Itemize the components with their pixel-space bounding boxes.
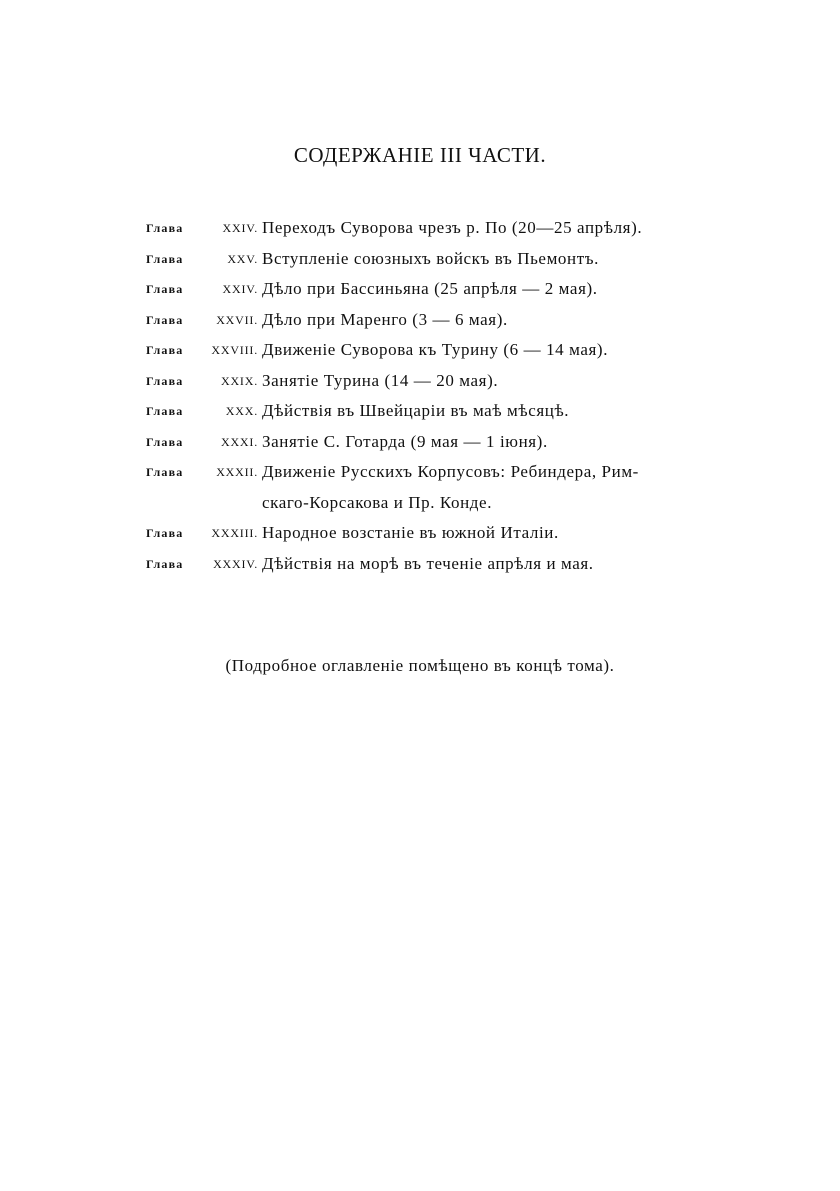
chapter-number: XXVII. xyxy=(216,312,258,327)
chapter-word: Глава xyxy=(146,556,184,571)
chapter-word: Глава xyxy=(146,404,184,418)
chapter-number: XXXII. xyxy=(216,465,258,479)
footnote: (Подробное оглавленіе помѣщено въ концѣ тома). xyxy=(225,656,615,675)
chapter-title: Занятіе С. Готарда (9 мая — 1 іюня). xyxy=(262,431,548,451)
chapter-number: XXVIII. xyxy=(211,343,258,357)
chapter-title: Занятіе Турина (14 — 20 мая). xyxy=(262,370,499,390)
chapter-number: XXIV. xyxy=(222,221,258,235)
table-of-contents xyxy=(146,213,766,579)
chapter-title: Дѣйствія на морѣ въ теченіе апрѣля и мая. xyxy=(262,553,594,573)
toc-entry xyxy=(146,213,766,244)
chapter-word: Глава xyxy=(146,282,184,296)
toc-entry xyxy=(146,335,766,366)
chapter-number: XXXIV. xyxy=(213,556,258,571)
chapter-title: Народное возстаніе въ южной Италіи. xyxy=(262,523,559,542)
toc-entry xyxy=(146,274,766,305)
chapter-number: XXV. xyxy=(227,251,258,266)
chapter-number: XXXI. xyxy=(221,434,258,449)
chapter-word: Глава xyxy=(146,343,184,357)
toc-entry xyxy=(146,244,766,275)
chapter-number: XXIX. xyxy=(221,373,258,388)
chapter-title: Движеніе Русскихъ Корпусовъ: Ребиндера, Рим- xyxy=(262,462,639,481)
chapter-word: Глава xyxy=(146,251,184,266)
toc-entry xyxy=(146,427,766,458)
chapter-word: Глава xyxy=(146,465,184,479)
chapter-title: Вступленіе союзныхъ войскъ въ Пьемонтъ. xyxy=(262,248,600,268)
page-title: СОДЕРЖАНІЕ III ЧАСТИ. xyxy=(293,143,547,167)
chapter-word: Глава xyxy=(146,221,184,235)
chapter-word: Глава xyxy=(146,312,184,327)
chapter-number: XXX. xyxy=(225,404,258,418)
chapter-number: XXIV. xyxy=(222,282,258,296)
chapter-title: Дѣло при Бассиньяна (25 апрѣля — 2 мая). xyxy=(262,279,598,298)
toc-entry xyxy=(146,396,766,427)
chapter-title: Переходъ Суворова чрезъ р. По (20—25 апрѣля). xyxy=(262,218,643,237)
toc-entry xyxy=(146,366,766,397)
chapter-number: XXXIII. xyxy=(211,526,258,540)
toc-entry xyxy=(146,549,766,580)
chapter-title: Движеніе Суворова къ Турину (6 — 14 мая). xyxy=(262,340,609,359)
toc-entry xyxy=(146,457,766,518)
chapter-title: Дѣйствія въ Швейцаріи въ маѣ мѣсяцѣ. xyxy=(262,401,570,420)
chapter-title: Дѣло при Маренго (3 — 6 мая). xyxy=(262,309,508,329)
chapter-word: Глава xyxy=(146,434,184,449)
chapter-word: Глава xyxy=(146,373,184,388)
chapter-title-continuation: скаго-Корсакова и Пр. Конде. xyxy=(262,492,493,512)
chapter-word: Глава xyxy=(146,526,184,540)
toc-entry xyxy=(146,305,766,336)
toc-entry xyxy=(146,518,766,549)
